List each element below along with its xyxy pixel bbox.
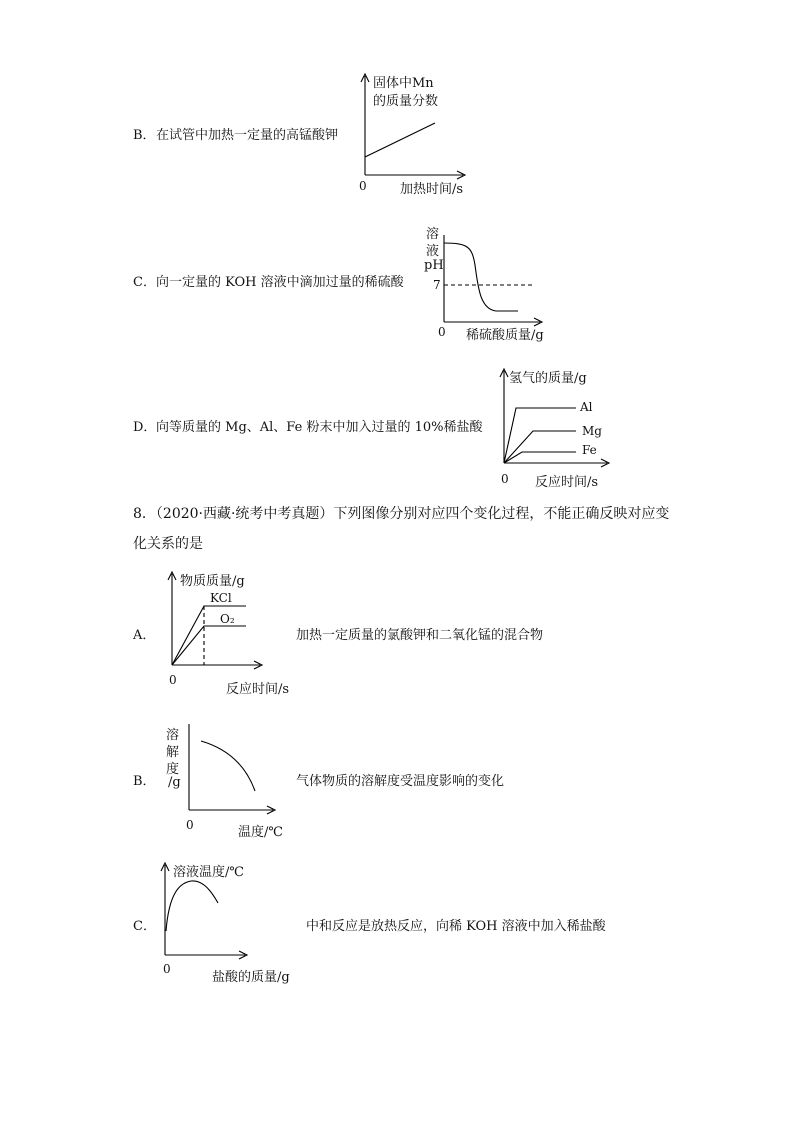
x-axis-label: 稀硫酸质量/g	[466, 328, 544, 343]
x-axis-label: 反应时间/s	[226, 682, 290, 697]
y-axis-label-char: /g	[168, 775, 181, 790]
series-label-kcl: KCl	[210, 591, 232, 605]
option-letter: C．	[133, 919, 156, 934]
graph-kcl-o2	[168, 568, 268, 668]
y-axis-label-char: 液	[426, 244, 440, 259]
y-axis-label: 物质质量/g	[180, 574, 245, 589]
y-axis-label-char: 解	[166, 745, 180, 760]
origin-label: 0	[359, 179, 367, 193]
series-label-fe: Fe	[582, 443, 597, 457]
temperature-curve	[166, 881, 218, 931]
y-axis-label-char: pH	[424, 258, 444, 273]
option-text: 向等质量的 Mg、Al、Fe 粉末中加入过量的 10%稀盐酸	[156, 420, 483, 435]
graph-gas-solubility	[185, 718, 285, 818]
x-axis-label: 反应时间/s	[535, 475, 599, 490]
question-stem-line: 化关系的是	[133, 536, 203, 552]
y-axis-label-char: 度	[166, 762, 180, 777]
ph-curve	[444, 243, 518, 311]
y-axis-label: 的质量分数	[373, 94, 439, 109]
option-letter: C．	[133, 275, 156, 290]
origin-label: 0	[438, 325, 446, 339]
graph-mn-fraction	[355, 70, 475, 180]
graph-ph	[440, 225, 550, 325]
series-mg	[504, 431, 576, 463]
series-fe	[504, 452, 576, 463]
option-text: 在试管中加热一定量的高锰酸钾	[156, 128, 339, 143]
graph-hydrogen	[500, 365, 620, 470]
series-label-al: Al	[580, 400, 593, 414]
option-text: 中和反应是放热反应，向稀 KOH 溶液中加入稀盐酸	[306, 919, 606, 934]
series-label-o2: O₂	[220, 612, 235, 626]
ph-7-tick-label: 7	[433, 278, 441, 292]
y-axis-label-char: 溶	[426, 227, 440, 242]
curve-line	[365, 123, 435, 157]
series-label-mg: Mg	[582, 424, 602, 438]
origin-label: 0	[186, 818, 194, 832]
x-axis-label: 盐酸的质量/g	[212, 970, 290, 985]
series-al	[504, 408, 576, 463]
option-text: 向一定量的 KOH 溶液中滴加过量的稀硫酸	[156, 275, 404, 290]
origin-label: 0	[501, 472, 509, 486]
solubility-curve	[201, 741, 255, 791]
question-stem-line: 8．（2020·西藏·统考中考真题）下列图像分别对应四个变化过程，不能正确反映对应变	[133, 506, 670, 522]
origin-label: 0	[163, 962, 171, 976]
option-letter: D．	[133, 420, 157, 435]
option-text: 加热一定质量的氯酸钾和二氧化锰的混合物	[296, 628, 544, 643]
graph-solution-temperature	[161, 859, 261, 959]
y-axis-label: 溶液温度/℃	[173, 865, 244, 880]
origin-label: 0	[169, 673, 177, 687]
option-letter: B．	[133, 128, 156, 143]
x-axis-label: 加热时间/s	[400, 182, 464, 197]
x-axis-label: 温度/℃	[238, 825, 283, 840]
option-letter: B．	[133, 774, 156, 789]
y-axis-label-char: 溶	[166, 728, 180, 743]
y-axis-label: 固体中Mn	[373, 76, 434, 91]
option-letter: A．	[133, 628, 156, 643]
y-axis-label: 氢气的质量/g	[509, 371, 587, 386]
option-text: 气体物质的溶解度受温度影响的变化	[296, 774, 505, 789]
